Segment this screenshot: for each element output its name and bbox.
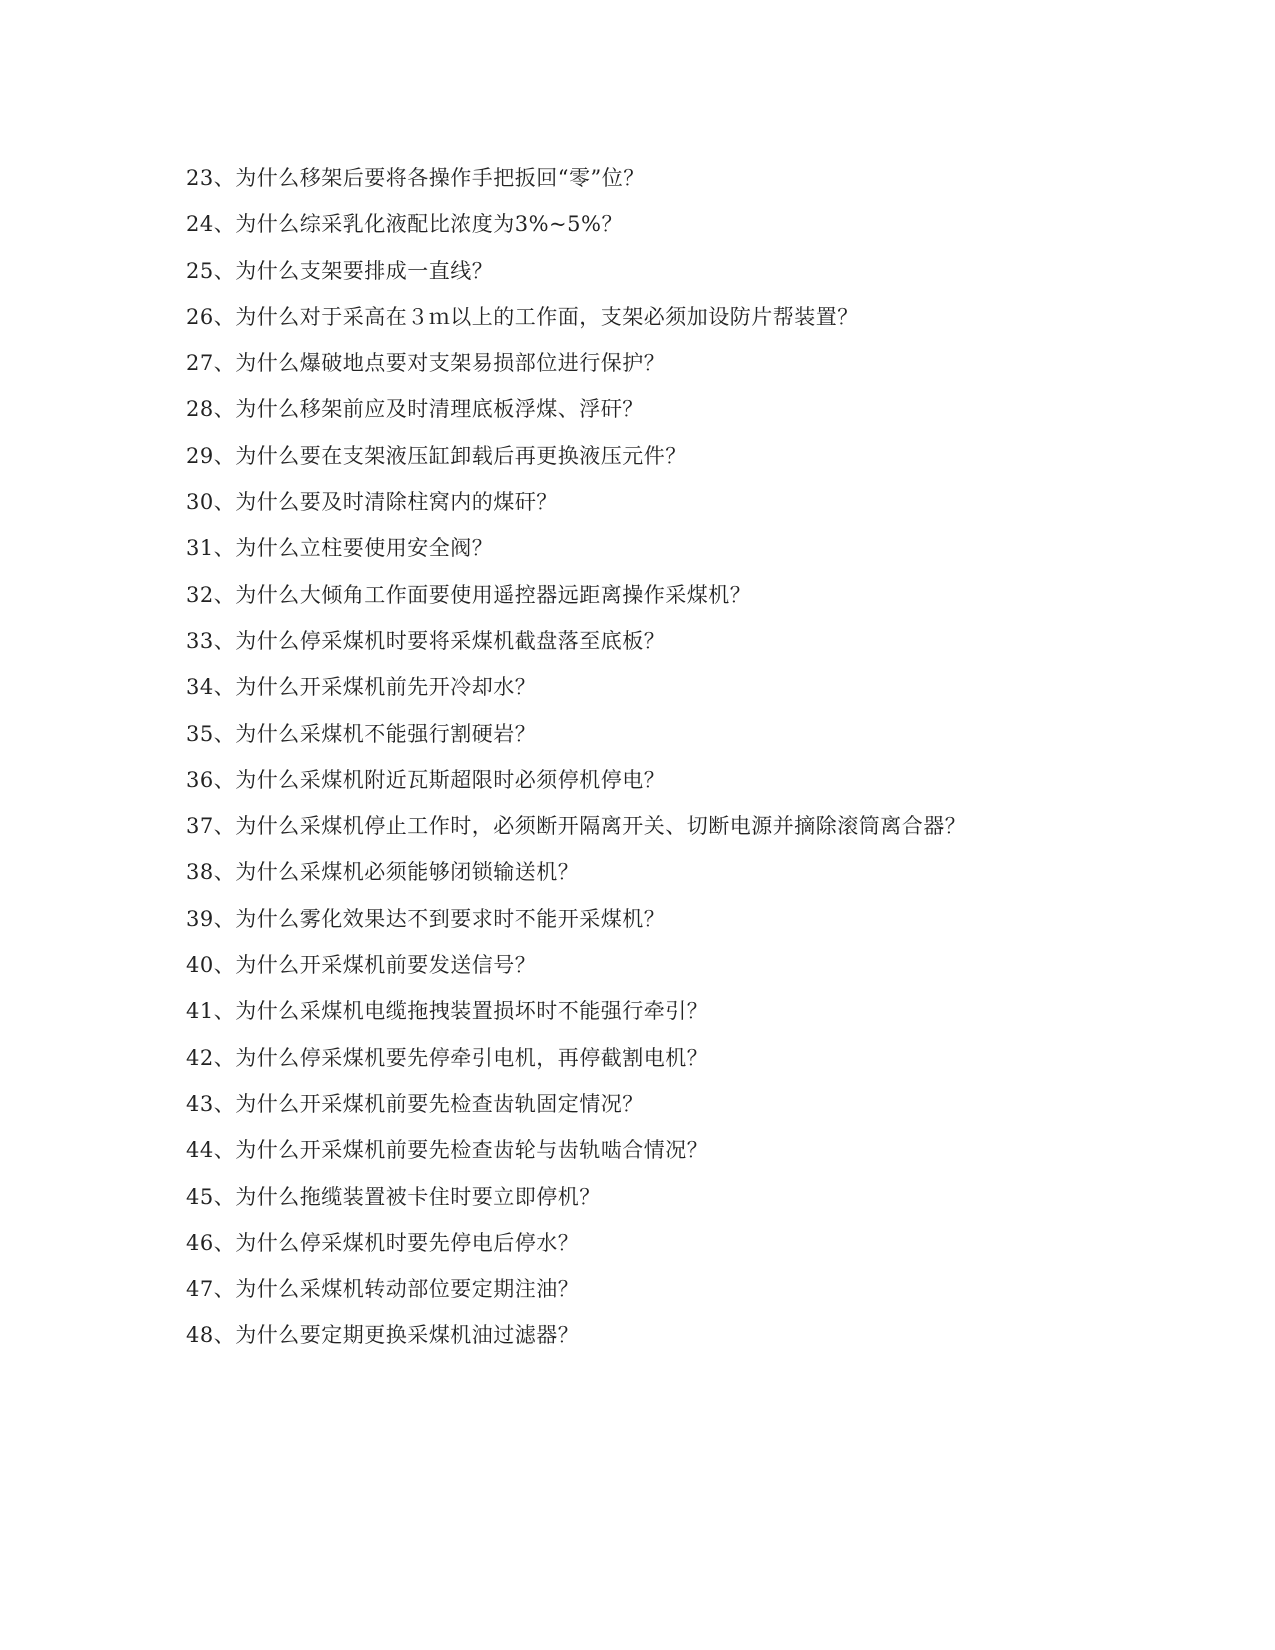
- list-item: [186, 896, 1066, 942]
- list-item: [186, 1174, 1066, 1220]
- list-item: [186, 1081, 1066, 1127]
- list-item: [186, 1266, 1066, 1312]
- question-text: 为什么开采煤机前要先检查齿轨固定情况？: [235, 1091, 644, 1116]
- question-text: 为什么对于采高在３ｍ以上的工作面，支架必须加设防片帮装置？: [235, 304, 859, 329]
- list-item: [186, 1312, 1066, 1358]
- question-number: 27、: [186, 351, 236, 376]
- question-number: 38、: [186, 860, 236, 885]
- question-text: 为什么综采乳化液配比浓度为3%~5%？: [235, 212, 623, 237]
- question-number: 37、: [186, 814, 236, 839]
- question-text: 为什么拖缆装置被卡住时要立即停机？: [235, 1184, 601, 1209]
- question-number: 32、: [186, 582, 236, 607]
- question-number: 42、: [186, 1045, 236, 1070]
- question-text: 为什么采煤机转动部位要定期注油？: [235, 1277, 580, 1302]
- question-number: 31、: [186, 536, 236, 561]
- question-number: 48、: [186, 1323, 236, 1348]
- question-text: 为什么大倾角工作面要使用遥控器远距离操作采煤机？: [235, 582, 752, 607]
- list-item: [186, 618, 1066, 664]
- question-number: 43、: [186, 1091, 236, 1116]
- question-text: 为什么移架前应及时清理底板浮煤、浮矸？: [235, 397, 644, 422]
- question-number: 23、: [186, 166, 236, 190]
- list-item: [186, 433, 1066, 479]
- question-number: 44、: [186, 1138, 236, 1163]
- list-item: [186, 155, 1066, 201]
- list-item: [186, 664, 1066, 710]
- question-number: 28、: [186, 397, 236, 422]
- list-item: [186, 572, 1066, 618]
- question-text: 为什么开采煤机前先开冷却水？: [235, 675, 537, 700]
- question-text: 为什么采煤机附近瓦斯超限时必须停机停电？: [235, 767, 666, 792]
- question-number: 39、: [186, 906, 236, 931]
- list-item: [186, 757, 1066, 803]
- question-number: 26、: [186, 304, 236, 329]
- question-text: 为什么停采煤机要先停牵引电机，再停截割电机？: [235, 1045, 709, 1070]
- list-item: [186, 711, 1066, 757]
- question-text: 为什么采煤机必须能够闭锁输送机？: [235, 860, 580, 885]
- list-item: [186, 201, 1066, 247]
- list-item: [186, 988, 1066, 1034]
- question-number: 34、: [186, 675, 236, 700]
- list-item: [186, 479, 1066, 525]
- question-number: 45、: [186, 1184, 236, 1209]
- list-item: [186, 525, 1066, 571]
- question-number: 35、: [186, 721, 236, 746]
- question-text: 为什么停采煤机时要将采煤机截盘落至底板？: [235, 628, 666, 653]
- question-text: 为什么要在支架液压缸卸载后再更换液压元件？: [235, 443, 687, 468]
- question-number: 30、: [186, 490, 236, 515]
- question-text: 为什么爆破地点要对支架易损部位进行保护？: [235, 351, 666, 376]
- question-text: 为什么支架要排成一直线？: [235, 258, 494, 283]
- list-item: [186, 294, 1066, 340]
- list-item: [186, 942, 1066, 988]
- list-item: [186, 803, 1066, 849]
- question-number: 47、: [186, 1277, 236, 1302]
- question-text: 为什么移架后要将各操作手把扳回“零”位？: [235, 166, 645, 190]
- question-text: 为什么开采煤机前要先检查齿轮与齿轨啮合情况？: [235, 1138, 709, 1163]
- list-item: [186, 386, 1066, 432]
- question-number: 41、: [186, 999, 236, 1024]
- list-item: [186, 340, 1066, 386]
- list-item: [186, 849, 1066, 895]
- question-number: 25、: [186, 258, 236, 283]
- question-text: 为什么采煤机不能强行割硬岩？: [235, 721, 537, 746]
- question-text: 为什么开采煤机前要发送信号？: [235, 953, 537, 978]
- list-item: [186, 1035, 1066, 1081]
- list-item: [186, 1127, 1066, 1173]
- question-number: 29、: [186, 443, 236, 468]
- question-text: 为什么采煤机停止工作时，必须断开隔离开关、切断电源并摘除滚筒离合器？: [235, 814, 967, 839]
- list-item: [186, 248, 1066, 294]
- question-text: 为什么采煤机电缆拖拽装置损坏时不能强行牵引？: [235, 999, 709, 1024]
- question-text: 为什么要及时清除柱窝内的煤矸？: [235, 490, 558, 515]
- question-number: 40、: [186, 953, 236, 978]
- question-number: 46、: [186, 1230, 236, 1255]
- list-item: [186, 1220, 1066, 1266]
- question-list: [186, 155, 1066, 1359]
- question-text: 为什么要定期更换采煤机油过滤器？: [235, 1323, 580, 1348]
- question-text: 为什么停采煤机时要先停电后停水？: [235, 1230, 580, 1255]
- question-text: 为什么立柱要使用安全阀？: [235, 536, 494, 561]
- question-number: 36、: [186, 767, 236, 792]
- question-text: 为什么雾化效果达不到要求时不能开采煤机？: [235, 906, 666, 931]
- question-number: 33、: [186, 628, 236, 653]
- question-number: 24、: [186, 212, 236, 237]
